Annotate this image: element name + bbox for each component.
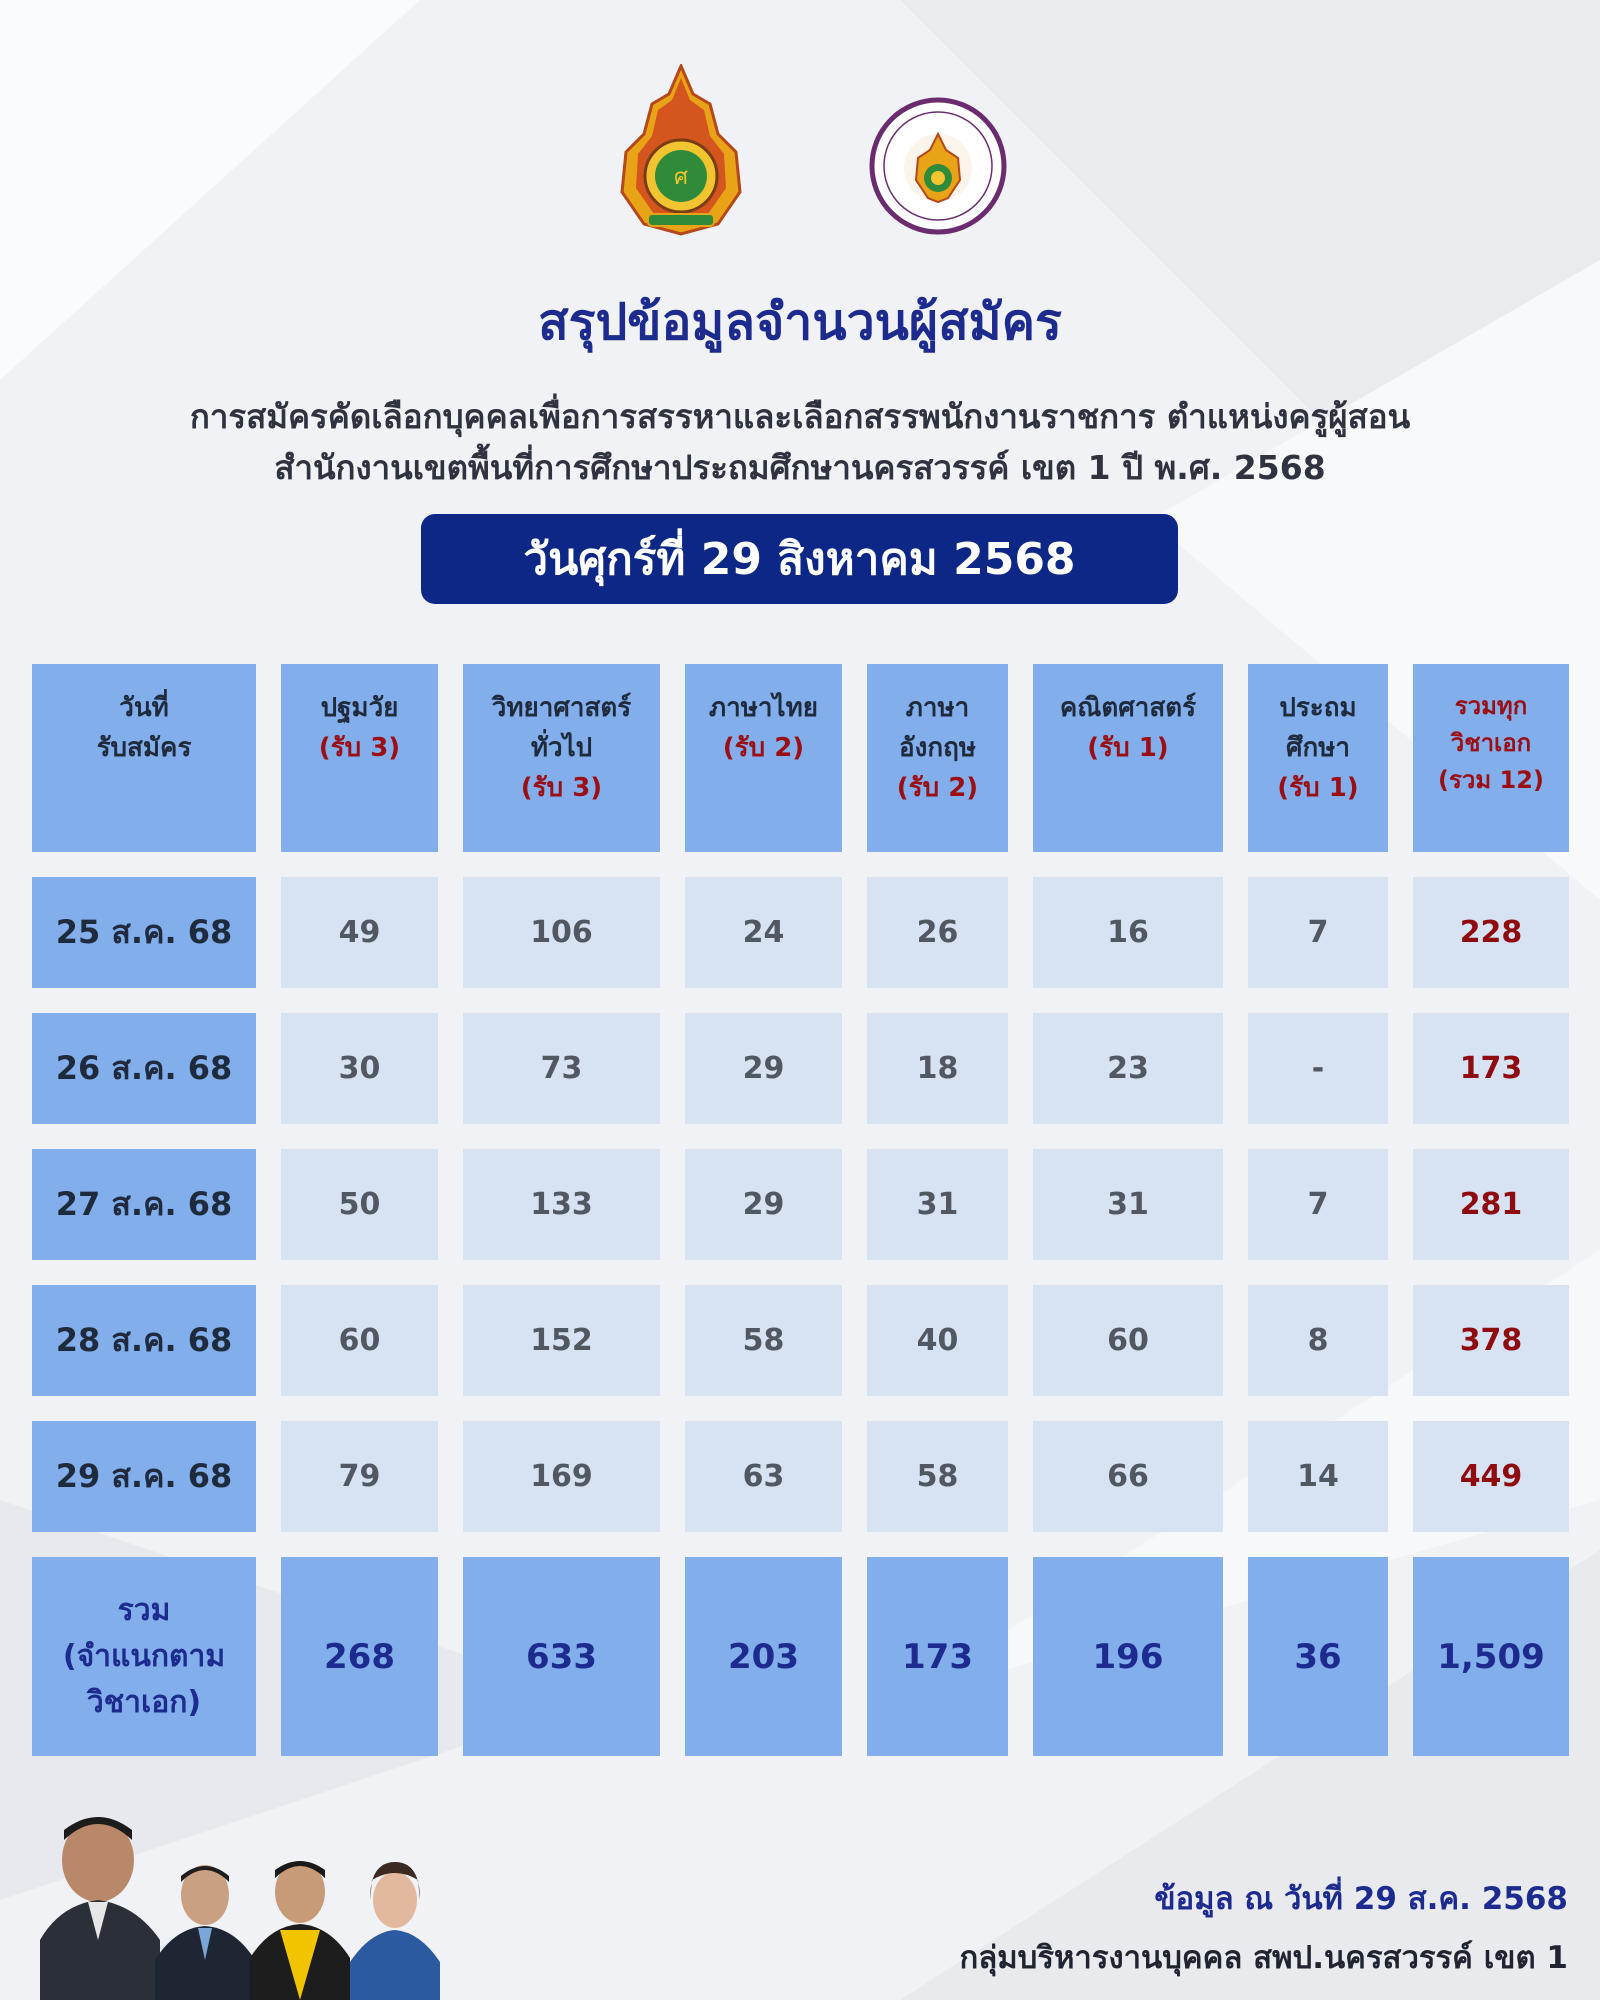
header-thai — [685, 664, 842, 852]
header-english-line1: ภาษา — [905, 693, 970, 723]
header-general-science — [463, 664, 660, 852]
date-banner: วันศุกร์ที่ 29 สิงหาคม 2568 — [421, 514, 1178, 604]
header-thai-quota: (รับ 2) — [722, 733, 805, 763]
header-total-line3: (รวม 12) — [1438, 766, 1544, 794]
header-early-childhood — [281, 664, 438, 852]
esa-circular-seal-icon — [868, 96, 1008, 236]
page-title: สรุปข้อมูลจำนวนผู้สมัคร — [538, 293, 1062, 351]
cell-early-childhood: 79 — [281, 1421, 438, 1532]
header-primary-line1: ประถม — [1279, 693, 1357, 723]
header-date-line2: รับสมัคร — [96, 733, 192, 763]
cell-general-science: 152 — [463, 1285, 660, 1396]
summary-early-childhood: 268 — [281, 1557, 438, 1756]
cell-english: 26 — [867, 877, 1008, 988]
summary-label-line2: (จำแนกตาม — [62, 1638, 226, 1674]
cell-thai: 29 — [685, 1013, 842, 1124]
summary-label-line3: วิชาเอก) — [86, 1684, 202, 1720]
cell-math: 31 — [1033, 1149, 1223, 1260]
header-math — [1033, 664, 1223, 852]
header-date-line1: วันที่ — [119, 693, 169, 723]
subtitle-line-2: สำนักงานเขตพื้นที่การศึกษาประถมศึกษานครสวรรค์ เขต 1 ปี พ.ศ. 2568 — [274, 448, 1326, 487]
header-total-line2: วิชาเอก — [1450, 729, 1532, 757]
header-general-science-quota: (รับ 3) — [520, 773, 603, 803]
cell-english: 40 — [867, 1285, 1008, 1396]
cell-row-total: 173 — [1413, 1013, 1569, 1124]
cell-row-total: 449 — [1413, 1421, 1569, 1532]
cell-primary: 14 — [1248, 1421, 1388, 1532]
row-date-28: 28 ส.ค. 68 — [32, 1285, 256, 1396]
cell-general-science: 73 — [463, 1013, 660, 1124]
header-primary — [1248, 664, 1388, 852]
header-early-childhood-quota: (รับ 3) — [318, 733, 401, 763]
header-general-science-line1: วิทยาศาสตร์ — [491, 693, 632, 723]
row-date-25: 25 ส.ค. 68 — [32, 877, 256, 988]
summary-english: 173 — [867, 1557, 1008, 1756]
row-date-26: 26 ส.ค. 68 — [32, 1013, 256, 1124]
cell-math: 66 — [1033, 1421, 1223, 1532]
cell-english: 31 — [867, 1149, 1008, 1260]
cell-primary: - — [1248, 1013, 1388, 1124]
cell-math: 23 — [1033, 1013, 1223, 1124]
header-math-line1: คณิตศาสตร์ — [1059, 693, 1197, 723]
header-total-line1: รวมทุก — [1454, 692, 1528, 720]
cell-thai: 29 — [685, 1149, 842, 1260]
cell-english: 58 — [867, 1421, 1008, 1532]
summary-grand-total: 1,509 — [1413, 1557, 1569, 1756]
cell-primary: 7 — [1248, 1149, 1388, 1260]
cell-math: 60 — [1033, 1285, 1223, 1396]
header-math-quota: (รับ 1) — [1087, 733, 1169, 763]
header-thai-line1: ภาษาไทย — [709, 693, 818, 723]
cell-early-childhood: 49 — [281, 877, 438, 988]
row-date-29: 29 ส.ค. 68 — [32, 1421, 256, 1532]
header-english-line2: อังกฤษ — [899, 733, 976, 763]
cell-row-total: 281 — [1413, 1149, 1569, 1260]
header-primary-line2: ศึกษา — [1286, 733, 1350, 763]
summary-label — [32, 1557, 256, 1756]
cell-early-childhood: 50 — [281, 1149, 438, 1260]
header-english — [867, 664, 1008, 852]
subtitle-line-1: การสมัครคัดเลือกบุคคลเพื่อการสรรหาและเลือกสรรพนักงานราชการ ตำแหน่งครูผู้สอน — [189, 397, 1411, 436]
header-english-quota: (รับ 2) — [896, 773, 979, 803]
obec-emblem-icon — [618, 64, 744, 236]
summary-label-line1: รวม — [117, 1592, 171, 1628]
cell-thai: 58 — [685, 1285, 842, 1396]
cell-thai: 63 — [685, 1421, 842, 1532]
cell-english: 18 — [867, 1013, 1008, 1124]
cell-thai: 24 — [685, 877, 842, 988]
header-date — [32, 664, 256, 852]
staff-photo-group — [40, 1800, 460, 2000]
header-total — [1413, 664, 1569, 852]
header-general-science-line2: ทั่วไป — [530, 733, 593, 763]
cell-math: 16 — [1033, 877, 1223, 988]
cell-early-childhood: 60 — [281, 1285, 438, 1396]
cell-early-childhood: 30 — [281, 1013, 438, 1124]
cell-general-science: 169 — [463, 1421, 660, 1532]
cell-row-total: 378 — [1413, 1285, 1569, 1396]
cell-general-science: 133 — [463, 1149, 660, 1260]
summary-general-science: 633 — [463, 1557, 660, 1756]
cell-general-science: 106 — [463, 877, 660, 988]
summary-primary: 36 — [1248, 1557, 1388, 1756]
cell-primary: 7 — [1248, 877, 1388, 988]
cell-row-total: 228 — [1413, 877, 1569, 988]
department-name: กลุ่มบริหารงานบุคคล สพป.นครสวรรค์ เขต 1 — [959, 1940, 1568, 1976]
summary-thai: 203 — [685, 1557, 842, 1756]
summary-math: 196 — [1033, 1557, 1223, 1756]
row-date-27: 27 ส.ค. 68 — [32, 1149, 256, 1260]
cell-primary: 8 — [1248, 1285, 1388, 1396]
svg-text:ศ: ศ — [674, 165, 688, 190]
header-early-childhood-line1: ปฐมวัย — [320, 693, 399, 723]
header-primary-quota: (รับ 1) — [1277, 773, 1359, 803]
data-as-of-date: ข้อมูล ณ วันที่ 29 ส.ค. 2568 — [1154, 1881, 1568, 1917]
